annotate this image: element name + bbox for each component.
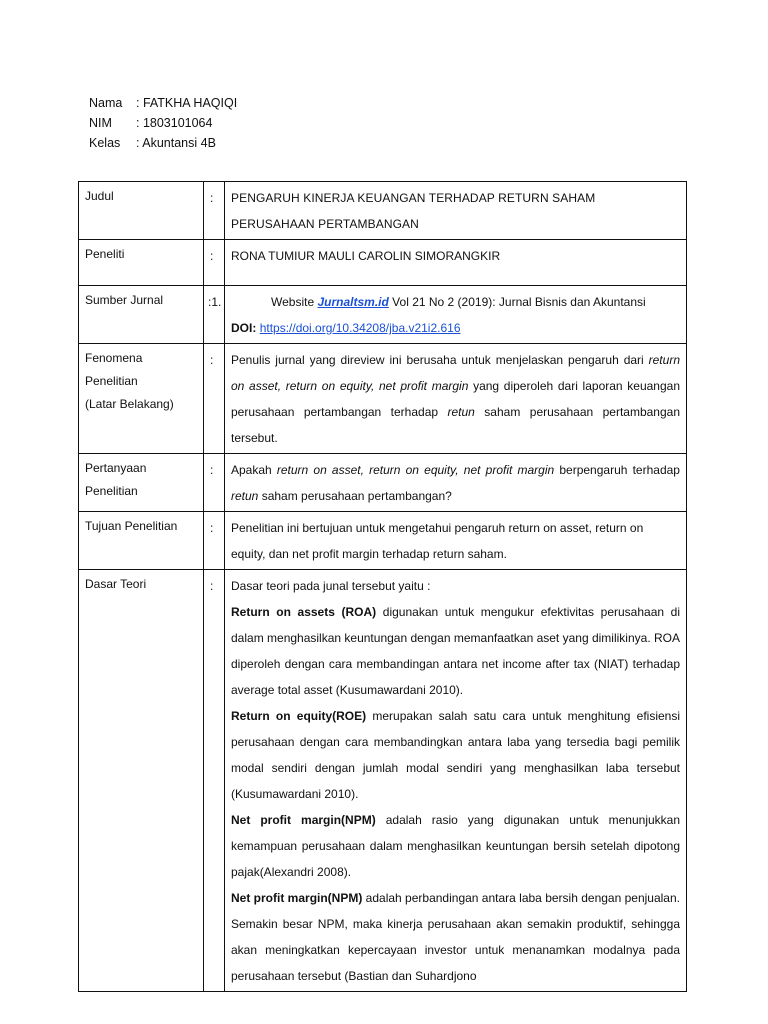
colon: : xyxy=(204,570,225,992)
term-npm: Net profit margin(NPM) xyxy=(231,891,363,905)
label-tujuan: Tujuan Penelitian xyxy=(79,512,204,570)
website-label: Website xyxy=(271,295,315,309)
pertanyaan-part: berpengaruh terhadap xyxy=(554,463,680,477)
text-roa: digunakan untuk mengukur efektivitas perusahaan di dalam menghasilkan keuntungan dengan memanfaatkan aset yang dimilikinya. ROA diperoleh dengan cara membandingan antara net income after tax (NIAT) terhadap average total asset (Kusumawardani 2010). xyxy=(231,605,680,697)
label-fenomena-3: (Latar Belakang) xyxy=(85,397,174,411)
nim-row xyxy=(89,113,237,133)
peneliti-text: RONA TUMIUR MAULI CAROLIN SIMORANGKIR xyxy=(225,240,687,286)
pertanyaan-text xyxy=(225,454,687,512)
colon: : xyxy=(204,182,225,240)
label-pertanyaan-2: Penelitian xyxy=(85,484,138,498)
paragraph-roa xyxy=(231,599,680,703)
sumber-content xyxy=(225,286,687,344)
tujuan-text: Penelitian ini bertujuan untuk mengetahui pengaruh return on asset, return on equity, dan net profit margin terhadap return saham. xyxy=(225,512,687,570)
doi-label: DOI: xyxy=(231,321,257,335)
fenomena-text xyxy=(225,344,687,454)
row-sumber xyxy=(79,286,687,344)
website-link[interactable]: Jurnaltsm.id xyxy=(317,295,389,309)
doi-line xyxy=(231,315,680,341)
dasar-teori-content xyxy=(225,570,687,992)
nim-value: : 1803101064 xyxy=(136,116,213,130)
colon: : xyxy=(204,344,225,454)
paragraph-npm-2 xyxy=(231,885,680,989)
row-fenomena xyxy=(79,344,687,454)
class-value: : Akuntansi 4B xyxy=(136,136,216,150)
colon: : xyxy=(204,240,225,286)
class-row xyxy=(89,133,237,153)
journal-review-table xyxy=(78,181,687,992)
term-roe: Return on equity(ROE) xyxy=(231,709,367,723)
colon-number: :1. xyxy=(204,286,225,344)
name-label: Nama xyxy=(89,96,123,110)
website-line xyxy=(231,289,680,315)
website-details: Vol 21 No 2 (2019): Jurnal Bisnis dan Akuntansi xyxy=(388,295,646,309)
label-pertanyaan-1: Pertanyaan xyxy=(85,461,147,475)
paragraph-npm-1 xyxy=(231,807,680,885)
class-label: Kelas xyxy=(89,136,121,150)
term-roa: Return on assets (ROA) xyxy=(231,605,377,619)
name-value: : FATKHA HAQIQI xyxy=(136,96,238,110)
row-pertanyaan xyxy=(79,454,687,512)
fenomena-terms: return on asset, return on equity, net profit margin xyxy=(231,353,680,393)
label-fenomena-2: Penelitian xyxy=(85,374,138,388)
text-roe: merupakan salah satu cara untuk menghitung efisiensi perusahaan dengan cara membandingkan antara laba yang tersedia bagi pemilik modal sendiri dengan jumlah modal sendiri yang menghasilkan laba tersebut (Kusumawardani 2010). xyxy=(231,709,680,801)
label-fenomena xyxy=(79,344,204,454)
student-info xyxy=(89,93,237,153)
dasar-intro: Dasar teori pada junal tersebut yaitu : xyxy=(231,579,431,593)
label-dasar-teori: Dasar Teori xyxy=(79,570,204,992)
pertanyaan-part: Apakah xyxy=(231,463,277,477)
label-fenomena-1: Fenomena xyxy=(85,351,143,365)
doi-link[interactable]: https://doi.org/10.34208/jba.v21i2.616 xyxy=(259,321,461,335)
fenomena-retun: retun xyxy=(447,405,475,419)
pertanyaan-retun: retun xyxy=(231,489,259,503)
text-npm-2: adalah perbandingan antara laba bersih dengan penjualan. Semakin besar NPM, maka kinerja perusahaan akan semakin produktif, sehingga akan meningkatkan kepercayaan investor untuk menanamkan modalnya pada perusahaan tersebut (Bastian dan Suhardjono xyxy=(231,891,680,983)
row-dasar-teori xyxy=(79,570,687,992)
row-tujuan xyxy=(79,512,687,570)
label-peneliti: Peneliti xyxy=(79,240,204,286)
judul-text: PENGARUH KINERJA KEUANGAN TERHADAP RETURN SAHAM PERUSAHAAN PERTAMBANGAN xyxy=(225,182,687,240)
pertanyaan-terms: return on asset, return on equity, net profit margin xyxy=(276,463,555,477)
fenomena-part: yang diperoleh dari laporan keuangan perusahaan pertambangan terhadap xyxy=(231,379,680,419)
pertanyaan-part: saham perusahaan pertambangan? xyxy=(258,489,452,503)
fenomena-part: Penulis jurnal yang direview ini berusaha untuk menjelaskan pengaruh dari xyxy=(231,353,649,367)
paragraph-roe xyxy=(231,703,680,807)
text-npm-1: adalah rasio yang digunakan untuk menunjukkan kemampuan perusahaan dalam menghasilkan keuntungan bersih setelah dipotong pajak(Alexandri 2008). xyxy=(231,813,681,879)
label-judul: Judul xyxy=(79,182,204,240)
row-judul xyxy=(79,182,687,240)
label-sumber: Sumber Jurnal xyxy=(79,286,204,344)
colon: : xyxy=(204,454,225,512)
name-row xyxy=(89,93,237,113)
term-npm: Net profit margin(NPM) xyxy=(231,813,376,827)
colon: : xyxy=(204,512,225,570)
label-pertanyaan xyxy=(79,454,204,512)
row-peneliti xyxy=(79,240,687,286)
fenomena-part: saham perusahaan pertambangan tersebut. xyxy=(231,405,681,445)
nim-label: NIM xyxy=(89,116,112,130)
